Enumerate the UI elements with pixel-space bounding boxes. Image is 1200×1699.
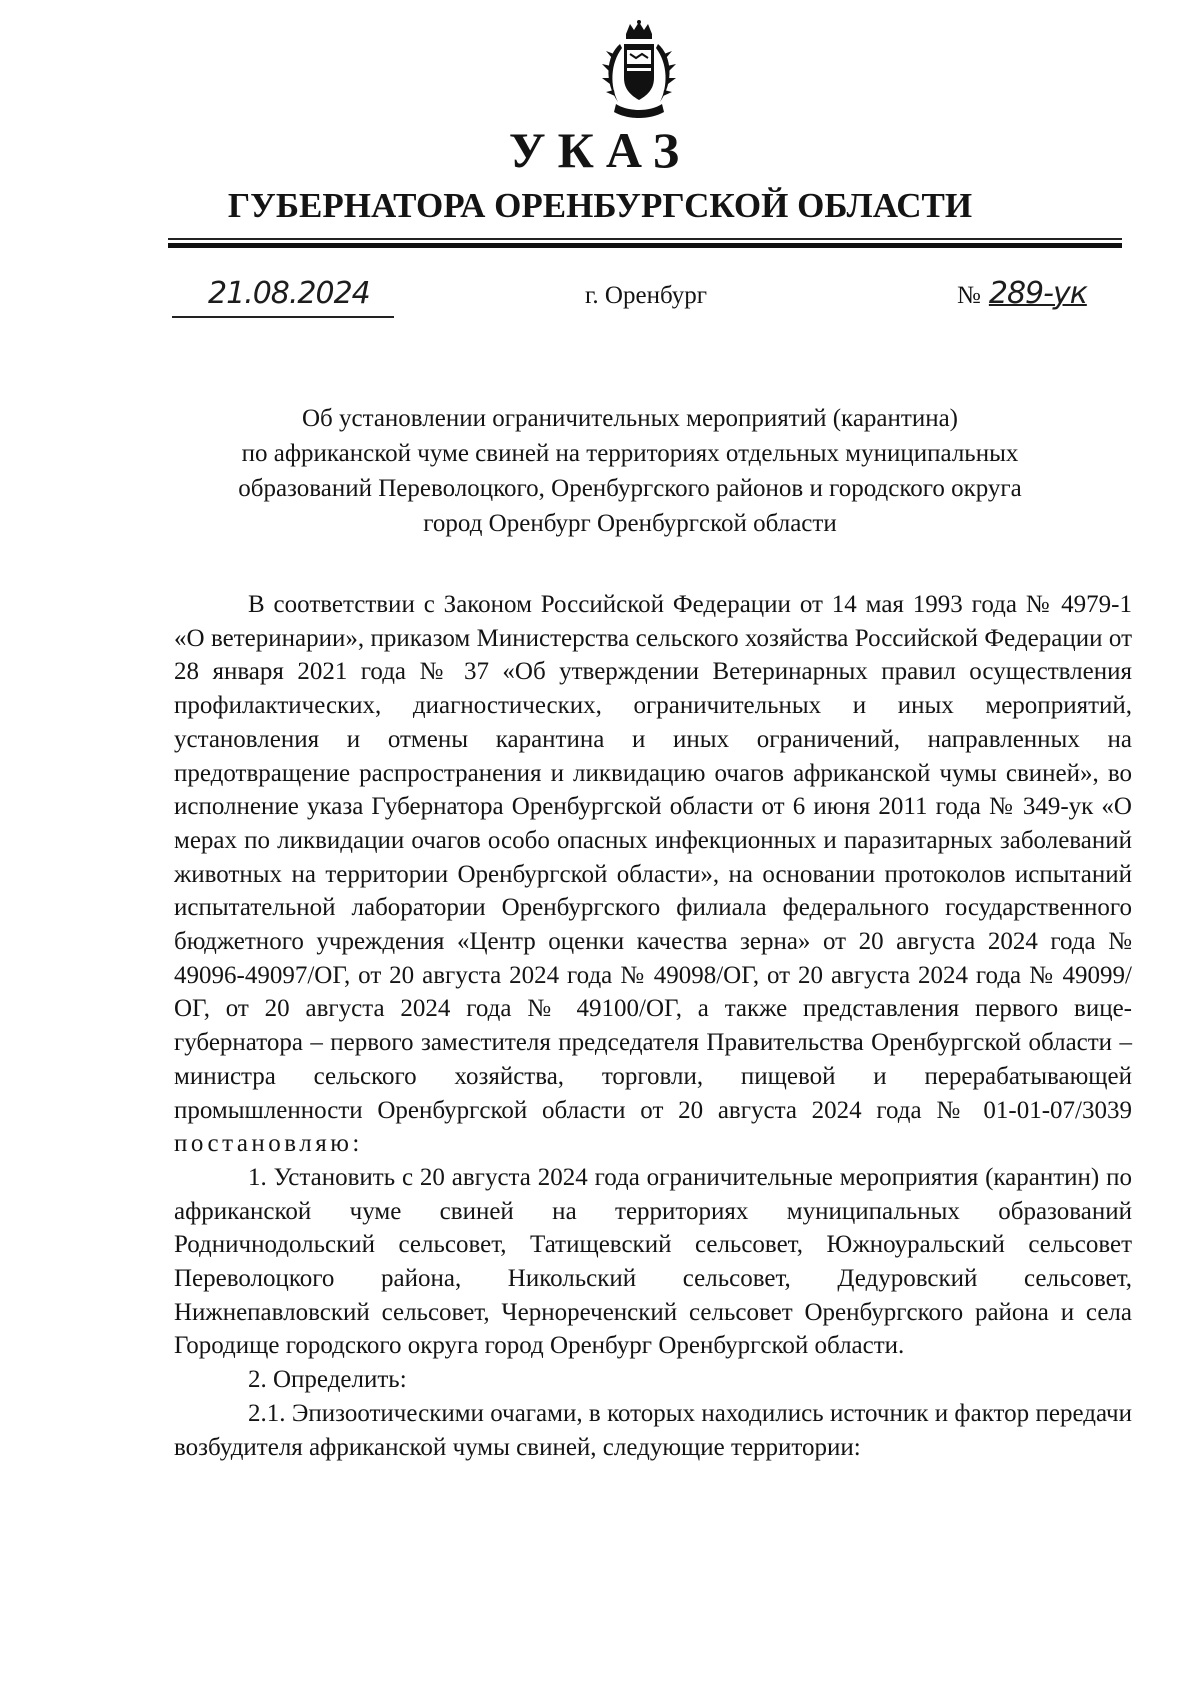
- document-date: 21.08.2024: [208, 276, 370, 311]
- title-line: образований Переволоцкого, Оренбургского районов и городского округа: [238, 475, 1022, 502]
- decree-word: постановляю:: [174, 1130, 363, 1158]
- header-divider-thin: [168, 238, 1122, 240]
- document-city: г. Оренбург: [585, 282, 707, 309]
- preamble-paragraph: [174, 588, 1132, 1161]
- preamble-text: В соответствии с Законом Российской Федерации от 14 мая 1993 года № 4979-1 «О ветеринарии», приказом Министерства сельского хозяйства Российской Федерации от 28 января 2021 года № 37 «Об утверждении Ветеринарных правил осуществления профилактических, диагностических, ограничительных и иных мероприятий, установления и отмены карантина и иных ограничений, направленных на предотвращение распространения и ликвидацию очагов африканской чумы свиней», во исполнение указа Губернатора Оренбургской области от 6 июня 2011 года № 349-ук «О мерах по ликвидации очагов особо опасных инфекционных и паразитарных заболеваний животных на территории Оренбургской области», на основании протоколов испытаний испытательной лаборатории Оренбургского филиала федерального государственного бюджетного учреждения «Центр оценки качества зерна» от 20 августа 2024 года № 49096-49097/ОГ, от 20 августа 2024 года № 49098/ОГ, от 20 августа 2024 года № 49099/ОГ, от 20 августа 2024 года № 49100/ОГ, а также представления первого вице-губернатора – первого заместителя председателя Правительства Оренбургской области – министра сельского хозяйства, торговли, пищевой и перерабатывающей промышленности Оренбургской области от 20 августа 2024 года № 01-01-07/3039: [174, 591, 1132, 1124]
- number-value: 289-ук: [988, 276, 1087, 311]
- item-2-1: 2.1. Эпизоотическими очагами, в которых находились источник и фактор передачи возбудителя африканской чумы свиней, следующие территории:: [174, 1399, 1132, 1461]
- number-sign: №: [957, 282, 981, 309]
- issuing-authority: ГУБЕРНАТОРА ОРЕНБУРГСКОЙ ОБЛАСТИ: [227, 186, 973, 225]
- document-title: [150, 401, 1110, 541]
- document-type: УКАЗ: [508, 122, 692, 178]
- title-line: по африканской чуме свиней на территориях отдельных муниципальных: [241, 440, 1019, 467]
- item-1: 1. Установить с 20 августа 2024 года ограничительные мероприятия (карантин) по африканской чуме свиней на территориях муниципальных образований Родничнодольский сельсовет, Татищевский сельсовет, Южноуральский сельсовет Переволоцкого района, Никольский сельсовет, Дедуровский сельсовет, Нижнепавловский сельсовет, Чернореченский сельсовет Оренбургского района и села Городище городского округа город Оренбург Оренбургской области.: [174, 1163, 1132, 1360]
- item-2: 2. Определить:: [248, 1366, 407, 1394]
- document-number: [957, 276, 1087, 314]
- title-line: город Оренбург Оренбургской области: [423, 510, 837, 537]
- coat-of-arms-icon: [596, 20, 682, 124]
- title-line: Об установлении ограничительных мероприятий (карантина): [301, 405, 959, 432]
- header-divider-thick: [168, 243, 1122, 248]
- document-body: [174, 588, 1132, 1464]
- date-underline: [172, 316, 394, 318]
